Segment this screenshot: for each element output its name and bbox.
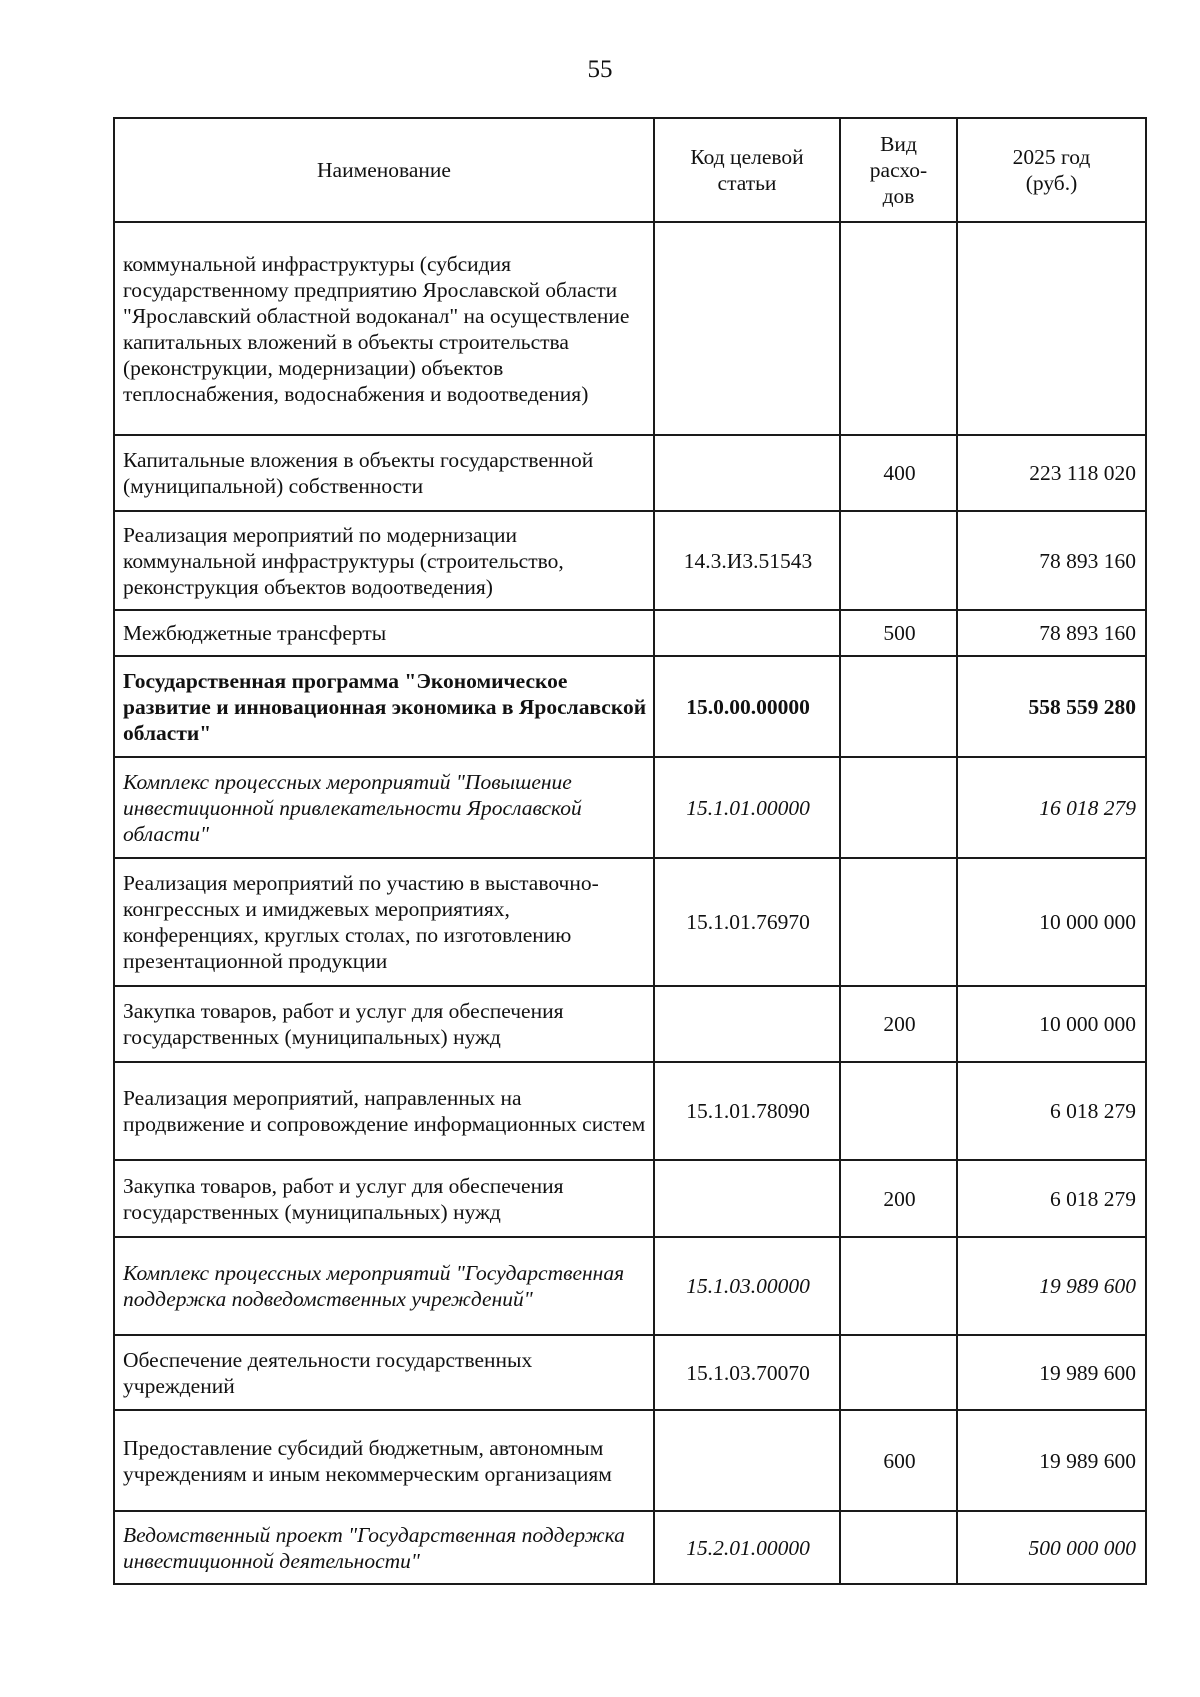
table-row (114, 1062, 1146, 1160)
row-type: 500 (840, 610, 957, 656)
row-type (840, 757, 957, 858)
row-name: Реализация мероприятий по модернизации коммунальной инфраструктуры (строительство, реконструкция объектов водоотведения) (114, 511, 654, 610)
table-row (114, 986, 1146, 1062)
row-code (654, 610, 840, 656)
row-amount: 78 893 160 (957, 511, 1146, 610)
row-code: 15.1.03.70070 (654, 1335, 840, 1410)
row-name: Комплекс процессных мероприятий "Государственная поддержка подведомственных учреждений" (114, 1237, 654, 1335)
row-name: Межбюджетные трансферты (114, 610, 654, 656)
row-type (840, 511, 957, 610)
row-type: 600 (840, 1410, 957, 1511)
row-name: Капитальные вложения в объекты государственной (муниципальной) собственности (114, 435, 654, 511)
row-amount: 78 893 160 (957, 610, 1146, 656)
row-name: коммунальной инфраструктуры (субсидия государственному предприятию Ярославской области "Ярославский областной водоканал" на осуществление капитальных вложений в объекты строительства (реконструкции, модернизации) объектов теплоснабжения, водоснабжения и водоотведения) (114, 222, 654, 435)
row-name: Комплекс процессных мероприятий "Повышение инвестиционной привлекательности Ярославской области" (114, 757, 654, 858)
table-row (114, 1335, 1146, 1410)
row-type: 200 (840, 1160, 957, 1237)
row-code (654, 1160, 840, 1237)
row-name: Закупка товаров, работ и услуг для обеспечения государственных (муниципальных) нужд (114, 986, 654, 1062)
table-row (114, 1511, 1146, 1584)
table-header (114, 118, 1146, 222)
row-code: 15.2.01.00000 (654, 1511, 840, 1584)
row-code: 15.1.01.78090 (654, 1062, 840, 1160)
row-name: Государственная программа "Экономическое развитие и инновационная экономика в Ярославской области" (114, 656, 654, 757)
header-amount: 2025 год (руб.) (957, 118, 1146, 222)
page-number: 55 (587, 56, 613, 83)
budget-table (113, 117, 1147, 1585)
row-name: Ведомственный проект "Государственная поддержка инвестиционной деятельности" (114, 1511, 654, 1584)
row-type (840, 1062, 957, 1160)
table-row (114, 1237, 1146, 1335)
row-type (840, 858, 957, 986)
row-type (840, 222, 957, 435)
table-row (114, 222, 1146, 435)
row-name: Обеспечение деятельности государственных учреждений (114, 1335, 654, 1410)
row-amount: 19 989 600 (957, 1335, 1146, 1410)
header-type: Вид расхо-дов (840, 118, 957, 222)
row-amount: 16 018 279 (957, 757, 1146, 858)
row-amount: 500 000 000 (957, 1511, 1146, 1584)
row-code: 15.1.03.00000 (654, 1237, 840, 1335)
row-code: 15.0.00.00000 (654, 656, 840, 757)
row-amount: 6 018 279 (957, 1062, 1146, 1160)
row-name: Закупка товаров, работ и услуг для обеспечения государственных (муниципальных) нужд (114, 1160, 654, 1237)
row-type: 200 (840, 986, 957, 1062)
table-row (114, 1160, 1146, 1237)
row-type (840, 1511, 957, 1584)
row-code: 14.3.И3.51543 (654, 511, 840, 610)
row-type (840, 656, 957, 757)
row-amount: 6 018 279 (957, 1160, 1146, 1237)
row-code (654, 1410, 840, 1511)
header-row (114, 118, 1146, 222)
table-row (114, 511, 1146, 610)
table-row (114, 656, 1146, 757)
table-row (114, 435, 1146, 511)
row-name: Предоставление субсидий бюджетным, автономным учреждениям и иным некоммерческим организациям (114, 1410, 654, 1511)
row-code (654, 986, 840, 1062)
table-row (114, 610, 1146, 656)
row-amount: 223 118 020 (957, 435, 1146, 511)
row-code (654, 222, 840, 435)
row-name: Реализация мероприятий, направленных на продвижение и сопровождение информационных систем (114, 1062, 654, 1160)
row-type (840, 1335, 957, 1410)
table-row (114, 858, 1146, 986)
row-amount: 19 989 600 (957, 1237, 1146, 1335)
table-row (114, 757, 1146, 858)
table-body (114, 222, 1146, 1584)
row-amount: 19 989 600 (957, 1410, 1146, 1511)
row-code: 15.1.01.76970 (654, 858, 840, 986)
row-amount: 10 000 000 (957, 858, 1146, 986)
header-name: Наименование (114, 118, 654, 222)
row-amount: 10 000 000 (957, 986, 1146, 1062)
row-code: 15.1.01.00000 (654, 757, 840, 858)
table-row (114, 1410, 1146, 1511)
row-type (840, 1237, 957, 1335)
row-type: 400 (840, 435, 957, 511)
row-name: Реализация мероприятий по участию в выставочно-конгрессных и имиджевых мероприятиях, конференциях, круглых столах, по изготовлению презентационной продукции (114, 858, 654, 986)
header-code: Код целевой статьи (654, 118, 840, 222)
row-amount: 558 559 280 (957, 656, 1146, 757)
row-code (654, 435, 840, 511)
row-amount (957, 222, 1146, 435)
